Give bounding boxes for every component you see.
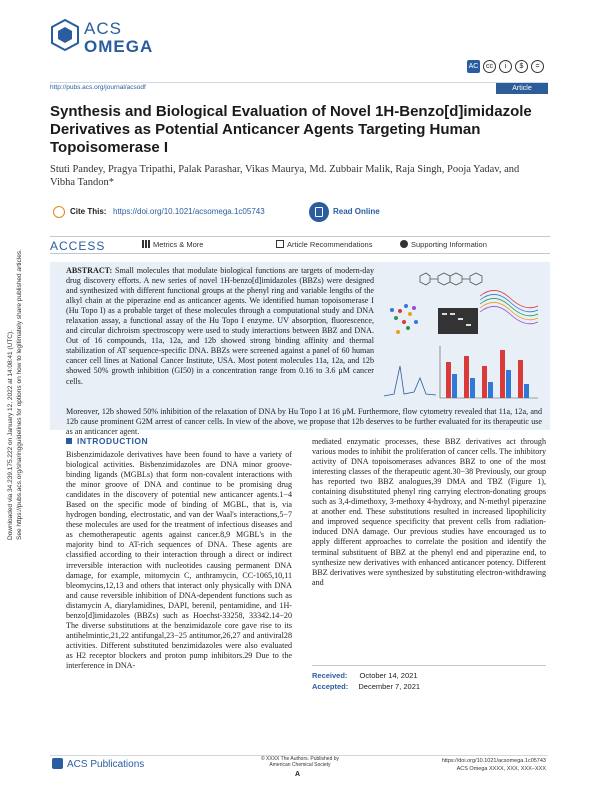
license-icons [467, 60, 544, 72]
section-heading-introduction [66, 436, 148, 446]
recommendations-label: Article Recommendations [287, 240, 373, 249]
abstract-text [66, 266, 374, 387]
received-label: Received: [312, 671, 348, 680]
accepted-date: December 7, 2021 [358, 682, 421, 691]
journal-logo [50, 12, 160, 62]
article-icon [276, 240, 284, 248]
toc-graphic [380, 266, 542, 404]
acs-omega-logo-icon [50, 18, 80, 52]
metrics-label: Metrics & More [153, 240, 204, 249]
read-online-icon[interactable] [309, 202, 329, 222]
copyright-line1: © XXXX The Authors. Published by [260, 756, 340, 762]
dates-divider [312, 665, 546, 666]
author-list: Stuti Pandey, Pragya Tripathi, Palak Parashar, Vikas Maurya, Md. Zubbair Malik, Raja Singh, Pooja Yadav, and Vibha Tandon* [50, 164, 520, 188]
cite-bar [50, 202, 550, 224]
accepted-label: Accepted: [312, 682, 349, 691]
recommendations-link[interactable] [276, 240, 372, 249]
access-label: ACCESS [50, 239, 106, 253]
acs-publications-logo [52, 758, 144, 770]
metrics-link[interactable] [142, 240, 203, 249]
footer-journal-ref: ACS Omega XXXX, XXX, XXX−XXX [456, 766, 546, 772]
read-online-link[interactable]: Read Online [333, 207, 380, 216]
supporting-info-icon [400, 240, 408, 248]
noncommercial-icon: $ [515, 60, 528, 73]
noderivs-icon: = [531, 60, 544, 73]
intro-heading-text: INTRODUCTION [77, 436, 149, 446]
article-type-badge: Article [496, 83, 548, 94]
abstract-main: Small molecules that modulate biological functions are targets of modern-day drug discovery efforts. A new series of novel 1H-benzo[d]imidazoles (BBZs) were designed and synthesized with different functional groups at the phenyl ring and variable lengths of the alkyl chain at the piperazine end as anticancer agents. We identified human topoisomerase I (Hu Topo I) as a probable target of these molecules through a computational study and DNA relaxation assay, a functional assay of the Hu Topo I enzyme. UV absorption, fluorescence, and circular dichroism spectroscopy were used to study interactions between BBZ and DNA. Out of 16 compounds, 11a, 12a, and 12b showed strong binding affinity and thermal stabilization of AT sequence-specific DNA. BBZs were screened against a panel of 60 human cancer cell lines at National Cancer Institute, USA. Most potent molecules 11a, 12a, and 12b showed 50% growth inhibition (GI50) in a concentration range from 0.16 to 3.6 μM cancer cells. [66, 266, 374, 386]
supporting-info-link[interactable] [400, 240, 487, 249]
abstract-label: ABSTRACT: [66, 266, 113, 275]
download-notice-line1: Downloaded via 34.239.175.222 on January 12, 2022 at 14:08:41 (UTC). [7, 330, 14, 540]
dna-cluster [390, 304, 418, 334]
supporting-label: Supporting Information [411, 240, 487, 249]
logo-line1: ACS [84, 19, 122, 38]
copyright-notice [250, 756, 350, 768]
cc-icon: cc [483, 60, 496, 73]
section-marker-icon [66, 438, 72, 444]
cite-label: Cite This: [70, 207, 107, 216]
flow-cytometry-plot [384, 366, 436, 396]
toc-bar-chart [440, 346, 538, 398]
journal-url-link[interactable]: http://pubs.acs.org/journal/acsodf [50, 84, 146, 91]
attribution-icon: i [499, 60, 512, 73]
intro-column-1: Bisbenzimidazole derivatives have been found to have a variety of biological activities. Bisbenzimidazoles are DNA minor groove-binding ligands (MGBLs) that form non-covalent interactions with the minor groove of DNA and continue to be promising drug candidates in the discovery of potential new anticancer agents.1−4 Based on the specific mode of binding of MGBL, that is, via hydrogen bonding, electrostatic, and van der Waal's interactions,5−7 these molecules are used for the treatment of infectious diseases and as chemotherapeutic agents against cancer.8,9 MGBL's in the majority bind to AT-rich sequences of DNA. These agents are classified according to their interaction through a direct or indirect irreversible interaction with nucleotides causing permanent DNA damage, for example, mitomycin C, anthramycin, CC-1065,10,11 bleomycins,12,13 and others that interact only physically with DNA and cause reversible inhibition of DNA-dependent functions such as distamycin A, diarylamidines, DAPI, berenil, pentamidine, and 1H-benzo[d]imidazoles (BBZs) such as Hoechst-33258, 33342.14−20 The diverse substitutions at the benzimidazole core gave rise to its antihelmintic,21,22 antifungal,23−25 antitumor,26,27 and antiviral28 activities. Different substituted benzimidazoles were also evaluated as H2 receptor blockers and proton pump inhibitors.29 Due to the interference in DNA- [66, 450, 292, 670]
intro-column-2: mediated enzymatic processes, these BBZ derivatives act through various modes to inhibit the proliferation of cancer cells. The inhibitory activity of DNA topoisomerases advances BBZ to one of the most interesting classes of the therapeutic agent.30−38 Previously, our group has reported two BBZ analogues,39 DMA and TBZ (Figure 1), containing disubstituted phenyl ring carrying electron-donating groups such as 3,4-dimethoxy, 3-methoxy 4-hydroxy, and N-methyl piperazine at another end. These substitutions resulted in increased lipophilicity and improved sequence specificity that prevent cells from radiation-induced DNA damage. Our previous studies have encouraged us to apply different approaches to correlate the position and identify the terminal substituent of BBZ at the phenyl end and piperazine end, to synthesize new derivatives with enhanced anticancer potency. Different BBZ derivatives were synthesized by substituting electron-withdrawing and [312, 437, 546, 587]
page-number: A [295, 771, 301, 778]
footer-doi-link[interactable]: https://doi.org/10.1021/acsomega.1c05743 [441, 758, 546, 764]
doi-link[interactable]: https://doi.org/10.1021/acsomega.1c05743 [113, 207, 265, 216]
download-notice-line2: See https://pubs.acs.org/sharingguidelines for options on how to legitimately share published articles. [16, 249, 23, 540]
download-notice [6, 249, 24, 540]
footer-citation [442, 757, 546, 773]
spectra-plot [480, 290, 538, 323]
publisher-name: ACS Publications [67, 759, 145, 770]
abstract-continuation: Moreover, 12b showed 50% inhibition of the relaxation of DNA by Hu Topo I at 16 μM. Furthermore, flow cytometry revealed that 11a, 12a, and 12b cause prominent G2M arrest of cancer cells. In view of the above, we propose that 12b deserves to be further evaluated for its therapeutic use as an anticancer agent. [66, 407, 542, 437]
received-date: October 14, 2021 [359, 671, 418, 680]
logo-line2: OMEGA [84, 37, 154, 56]
cite-icon [53, 206, 65, 218]
ac-icon: AC [467, 60, 480, 73]
article-title: Synthesis and Biological Evaluation of Novel 1H-Benzo[d]imidazole Derivatives as Potential Anticancer Agents Targeting Human Topoisomerase I [50, 103, 532, 156]
molecule-structure [420, 273, 482, 285]
acs-publications-icon [52, 758, 63, 769]
access-bar [50, 236, 550, 254]
article-dates [312, 670, 420, 692]
copyright-line2: American Chemical Society [269, 762, 331, 768]
gel-image [438, 308, 478, 334]
bar-chart-icon [142, 240, 150, 248]
